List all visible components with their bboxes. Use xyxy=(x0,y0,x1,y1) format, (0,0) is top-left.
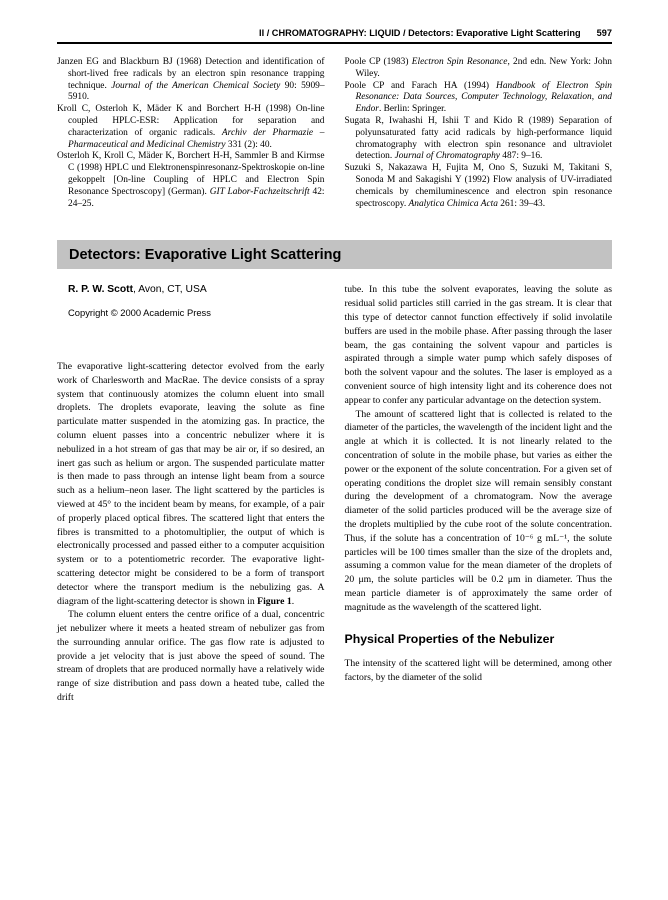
copyright-line: Copyright © 2000 Academic Press xyxy=(68,307,211,319)
body-column-left xyxy=(57,283,325,705)
article-title-banner xyxy=(57,240,612,269)
body-paragraph: The evaporative light-scattering detector evolved from the early work of Charlesworth and MacRae. The device consists of a spray system that continuously atomizes the column eluent into small droplets. The droplets evaporate, leaving the solute as fine particulate matter suspended in the atomizing gas. In practice, the column eluent passes into a concentric nebulizer where it is nebulized in a hot stream of gas that may be air or, if so desired, an inert gas such as helium or argon. The suspended particulate matter is then made to pass through an intense light beam from a source such as a helium–neon laser. The light scattered by the particles is viewed at 45° to the incident beam by means, for example, of a pair of properly placed optical fibres. The scattered light that enters the fibres is transmitted to a photomultiplier, the output of which is electronically processed and passed either to a computer acquisition system or to a potentiometric recorder. The evaporative light-scattering detector might be considered to be a form of transport detector where the transport medium is the nebulizing gas. A diagram of the light-scattering detector is shown in Figure 1. xyxy=(57,360,325,607)
body-paragraph: tube. In this tube the solvent evaporates, leaving the solute as residual solid particles still carried in the gas stream. It is clear that this type of detector cannot function effectively if solid involatile buffers are used in the mobile phase. After passing through the laser beam, the gas containing the solvent vapour and particles is aspirated through a simple water pump which safely disposes of both the solvent vapour and the solutes. The laser is employed as a convenient source of high intensity light and its coherence does not appear to confer any particular advantage on the detection system. xyxy=(344,284,612,406)
body-paragraph: The intensity of the scattered light will be determined, among other factors, by the diameter of the solid xyxy=(344,658,612,684)
header-rule xyxy=(57,42,612,44)
reference-entry: Osterloh K, Kroll C, Mäder K, Borchert H-H, Sammler B and Kirmse C (1998) HPLC und Elektronenspinresonanz-Spektroskopie on-line gekoppelt [On-line Coupling of HPLC and Electron Spin Resonance Spectroscopy] (German). GIT Labor-Fachzeitschrift 42: 24–25. xyxy=(57,151,325,209)
page-number: 597 xyxy=(596,28,612,38)
reference-entry: Kroll C, Osterloh K, Mäder K and Borchert H-H (1998) On-line coupled HPLC-ESR: Application for separation and characterization of organic radicals. Archiv der Pharmazie – Pharmaceutical and Medicinal Chemistry 331 (2): 40. xyxy=(57,104,325,150)
reference-entry: Poole CP and Farach HA (1994) Handbook of Electron Spin Resonance: Data Sources, Computer Technology, Relaxation, and Endor. Berlin: Springer. xyxy=(344,80,612,115)
references-column-right xyxy=(345,57,613,210)
author-affiliation: , Avon, CT, USA xyxy=(133,284,207,296)
author-name: R. P. W. Scott xyxy=(68,284,134,296)
running-head-title: II / CHROMATOGRAPHY: LIQUID / Detectors: Evaporative Light Scattering xyxy=(259,28,581,38)
reference-entry: Suzuki S, Nakazawa H, Fujita M, Ono S, Suzuki M, Takitani S, Sonoda M and Sakagishi Y (1992) Flow analysis of UV-irradiated chemicals by chemiluminescence and electron spin resonance spectroscopy. Analytica Chimica Acta 261: 39–43. xyxy=(344,163,612,209)
article-title: Detectors: Evaporative Light Scattering xyxy=(69,246,342,263)
author-line xyxy=(68,283,325,297)
body-paragraph: The amount of scattered light that is collected is related to the diameter of the particles, the wavelength of the incident light and the angle at which it is collected. It is not linearly related to the concentration of solute in the mobile phase, but varies as either the power or the exponent of the solute concentration. For a given set of operating conditions the droplet size will remain sensibly constant during the development of a chromatogram. Now the average diameter of the solid particles produced will be the average size of the droplets multiplied by the cube root of the solute concentration. Thus, if the solute has a concentration of 10⁻⁶ g mL⁻¹, the solute particles will be 100 times smaller than the size of the droplets and, assuming a common value for the mean diameter of the droplets of 20 μm, the solute particles will be 0.2 μm in diameter. Thus the mean particle diameter is of approximately the same order of magnitude as the wavelength of the scattered light. xyxy=(344,408,612,613)
reference-entry: Sugata R, Iwahashi H, Ishii T and Kido R (1989) Separation of polyunsaturated fatty acid radicals by high-performance liquid chromatography with electron spin resonance and ultraviolet detection. Journal of Chromatography 487: 9–16. xyxy=(344,115,612,162)
reference-entry: Poole CP (1983) Electron Spin Resonance, 2nd edn. New York: John Wiley. xyxy=(344,57,612,79)
references-section xyxy=(57,57,612,210)
body-paragraph: The column eluent enters the centre orifice of a dual, concentric jet nebulizer where it meets a heated stream of nebulizer gas from the surrounding annular orifice. The gas flow rate is adjusted to provide a jet velocity that is just above the speed of sound. The stream of droplets that are produced normally have a relatively wide range of size distribution and pass down a heated tube, called the drift xyxy=(57,609,325,704)
reference-entry: Janzen EG and Blackburn BJ (1968) Detection and identification of short-lived free radicals by an electron spin resonance trapping technique. Journal of the American Chemical Society 90: 5909–5910. xyxy=(57,57,325,103)
references-column-left xyxy=(57,57,325,210)
body-column-right xyxy=(345,283,613,705)
running-head xyxy=(57,28,612,38)
author-block xyxy=(57,283,325,320)
section-heading: Physical Properties of the Nebulizer xyxy=(344,632,555,647)
article-body xyxy=(57,283,612,705)
